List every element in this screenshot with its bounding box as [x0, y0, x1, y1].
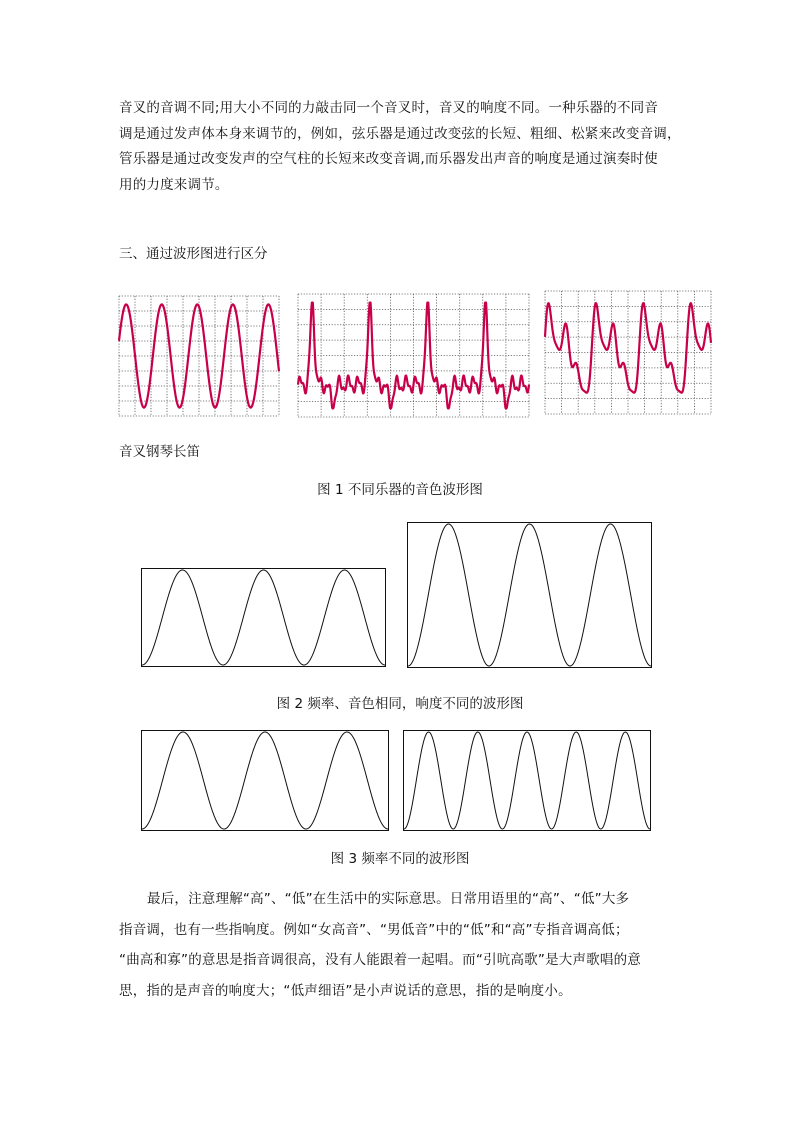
small-amplitude-waveform [141, 568, 386, 667]
panel-frame [142, 569, 386, 667]
tuning-fork-waveform [119, 296, 279, 416]
panel-frame [142, 731, 389, 831]
text-line: 管乐器是通过改变发声的空气柱的长短来改变音调,而乐器发出声音的响度是通过演奏时使 [119, 151, 658, 167]
waveform-line [404, 732, 650, 829]
text-line: 最后，注意理解“高”、“低”在生活中的实际意思。日常用语里的“高”、“低”大多 [147, 891, 630, 907]
closing-paragraph [119, 884, 679, 1006]
flute-waveform [545, 291, 711, 414]
large-amplitude-waveform [407, 522, 652, 668]
text-line: 用的力度来调节。 [119, 176, 229, 193]
figure1-caption: 图 1 不同乐器的音色波形图 [317, 482, 483, 498]
section-heading: 三、通过波形图进行区分 [119, 246, 268, 262]
instrument-labels: 音叉钢琴长笛 [119, 444, 200, 460]
piano-waveform [298, 294, 529, 417]
text-line: 指音调，也有一些指响度。例如“女高音”、“男低音”中的“低”和“高”专指音调高低； [119, 921, 629, 938]
high-frequency-waveform [403, 730, 651, 831]
figure3-caption: 图 3 频率不同的波形图 [330, 851, 470, 867]
text-line: 思，指的是声音的响度大；“低声细语”是小声说话的意思，指的是响度小。 [119, 982, 572, 999]
low-frequency-waveform [141, 730, 389, 831]
panel-frame [408, 523, 652, 668]
figure2-caption: 图 2 频率、音色相同，响度不同的波形图 [276, 696, 524, 712]
waveform-line [142, 570, 385, 665]
text-line: “曲高和寡”的意思是指音调很高，没有人能跟着一起唱。而“引吭高歌”是大声歌唱的意 [119, 952, 641, 968]
waveform-line [408, 524, 651, 666]
waveform-line [142, 732, 388, 829]
intro-paragraph [119, 96, 679, 198]
text-line: 音叉的音调不同;用大小不同的力敲击同一个音叉时，音叉的响度不同。一种乐器的不同音 [119, 100, 659, 116]
text-line: 调是通过发声体本身来调节的，例如，弦乐器是通过改变弦的长短、粗细、松紧来改变音调， [119, 125, 681, 142]
